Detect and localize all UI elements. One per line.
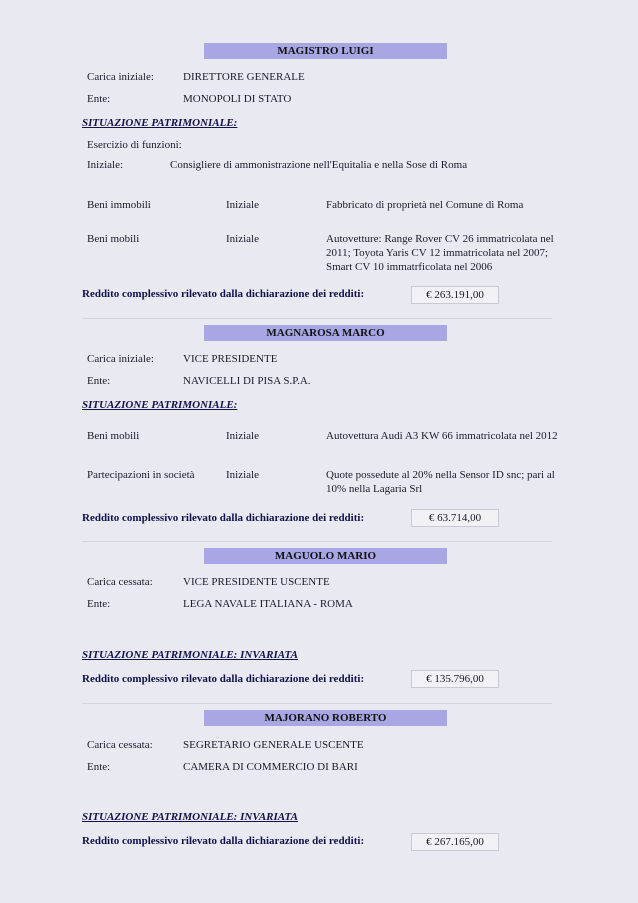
asset-status: Iniziale: [226, 199, 259, 211]
asset-status: Iniziale: [226, 469, 259, 481]
role-value: DIRETTORE GENERALE: [183, 71, 305, 83]
asset-status: Iniziale: [226, 233, 259, 245]
iniziale-value: Consigliere di ammonistrazione nell'Equitalia e nella Sose di Roma: [170, 159, 468, 171]
person-name-header: MAGUOLO MARIO: [204, 548, 447, 564]
situation-heading: SITUAZIONE PATRIMONIALE: INVARIATA: [82, 811, 298, 823]
asset-description: Fabbricato di proprietà nel Comune di Roma: [326, 199, 524, 211]
person-name-header: MAGNAROSA MARCO: [204, 325, 447, 341]
asset-status: Iniziale: [226, 430, 259, 442]
income-label: Reddito complessivo rilevato dalla dichiarazione dei redditi:: [82, 512, 365, 524]
asset-type: Beni mobili: [87, 233, 140, 245]
section-divider: [82, 703, 552, 704]
role-value: VICE PRESIDENTE: [183, 353, 278, 365]
section-divider: [82, 318, 552, 319]
ente-label: Ente:: [87, 375, 111, 387]
income-value: € 135.796,00: [411, 670, 499, 688]
income-label: Reddito complessivo rilevato dalla dichiarazione dei redditi:: [82, 673, 365, 685]
asset-type: Partecipazioni in società: [87, 469, 195, 481]
situation-heading: SITUAZIONE PATRIMONIALE:: [82, 399, 238, 411]
situation-heading: SITUAZIONE PATRIMONIALE: INVARIATA: [82, 649, 298, 661]
asset-type: Beni mobili: [87, 430, 140, 442]
asset-type: Beni immobili: [87, 199, 151, 211]
person-name-header: MAGISTRO LUIGI: [204, 43, 447, 59]
iniziale-label: Iniziale:: [87, 159, 124, 171]
role-label: Carica cessata:: [87, 576, 153, 588]
asset-description: Quote possedute al 20% nella Sensor ID snc; pari al 10% nella Lagaria Srl: [326, 469, 555, 495]
income-value: € 63.714,00: [411, 509, 499, 527]
role-value: VICE PRESIDENTE USCENTE: [183, 576, 330, 588]
income-value: € 263.191,00: [411, 286, 499, 304]
income-label: Reddito complessivo rilevato dalla dichiarazione dei redditi:: [82, 288, 365, 300]
ente-value: NAVICELLI DI PISA S.P.A.: [183, 375, 311, 387]
asset-description: Autovettura Audi A3 KW 66 immatricolata nel 2012: [326, 430, 558, 442]
role-label: Carica iniziale:: [87, 71, 154, 83]
situation-heading: SITUAZIONE PATRIMONIALE:: [82, 117, 238, 129]
asset-description: Autovetture: Range Rover CV 26 immatricolata nel 2011; Toyota Yaris CV 12 immatricolata nel 2007; Smart CV 10 immatrficolata nel 2006: [326, 233, 554, 273]
role-label: Carica iniziale:: [87, 353, 154, 365]
ente-value: MONOPOLI DI STATO: [183, 93, 292, 105]
role-value: SEGRETARIO GENERALE USCENTE: [183, 739, 364, 751]
ente-label: Ente:: [87, 598, 111, 610]
esercizio-label: Esercizio di funzioni:: [87, 139, 182, 151]
person-name-header: MAJORANO ROBERTO: [204, 710, 447, 726]
section-divider: [82, 541, 552, 542]
ente-label: Ente:: [87, 761, 111, 773]
ente-value: LEGA NAVALE ITALIANA - ROMA: [183, 598, 353, 610]
ente-value: CAMERA DI COMMERCIO DI BARI: [183, 761, 358, 773]
role-label: Carica cessata:: [87, 739, 153, 751]
income-label: Reddito complessivo rilevato dalla dichiarazione dei redditi:: [82, 835, 365, 847]
income-value: € 267.165,00: [411, 833, 499, 851]
ente-label: Ente:: [87, 93, 111, 105]
